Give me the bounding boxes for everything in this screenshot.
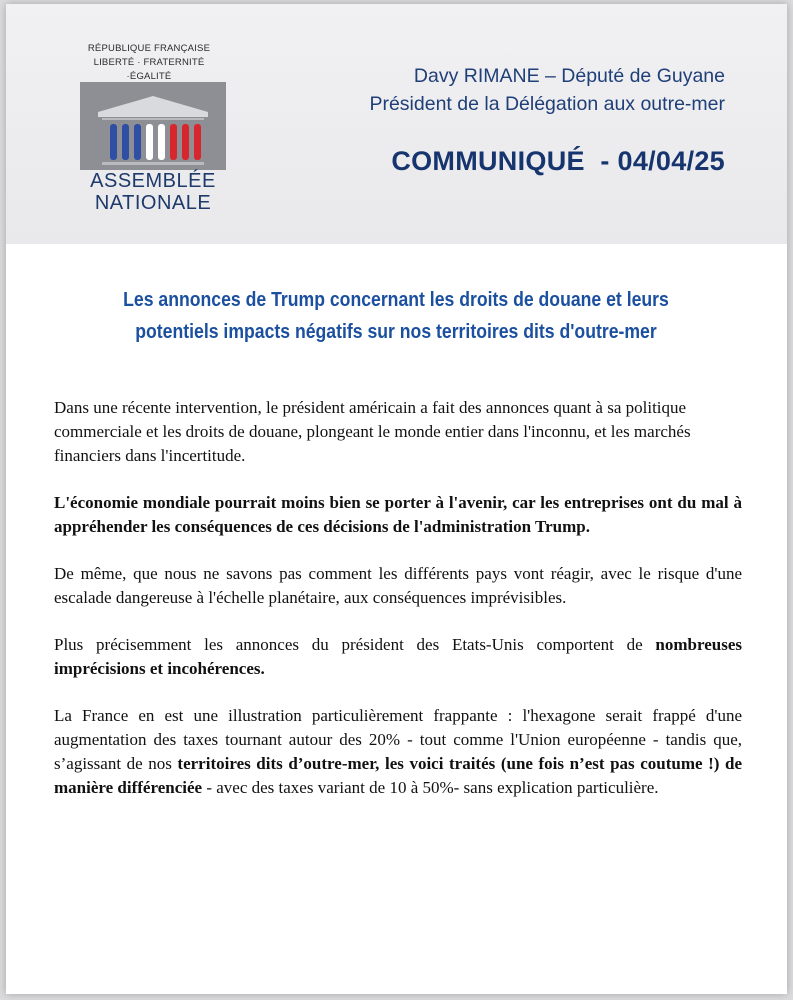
headline-line1: Les annonces de Trump concernant les droits de douane et leurs [123,288,669,311]
logo-republic-caption [74,42,224,84]
logo-name-line2: NATIONALE [94,192,212,214]
republic-line: RÉPUBLIQUE FRANÇAISE [87,43,211,54]
paragraph-5-text-b: - avec des taxes variant de 10 à 50%- sans explication particulière. [202,778,659,797]
communique-title: COMMUNIQUÉ - 04/04/25 [391,146,725,176]
headline [95,284,697,348]
paragraph-4-bold: nombreuses imprécisions et incohérences. [54,635,742,678]
logo-wordmark [80,170,226,214]
paragraph-4-text: Plus précisemment les annonces du président des Etats-Unis comportent de [54,635,656,654]
body-text [54,396,742,823]
deputy-role: Président de la Délégation aux outre-mer [369,93,725,115]
paragraph-3: De même, que nous ne savons pas comment les différents pays vont réagir, avec le risque d'une escalade dangereuse à l'échelle planétaire, aux conséquences imprévisibles. [54,564,742,607]
paragraph-5-bold: territoires dits d’outre-mer, les voici traités (une fois n’est pas coutume !) de manière différenciée [54,754,742,797]
paragraph-2 [54,491,742,539]
headline-line2: potentiels impacts négatifs sur nos territoires dits d'outre-mer [135,320,657,343]
paragraph-1: Dans une récente intervention, le président américain a fait des annonces quant à sa politique commerciale et les droits de douane, plongeant le monde entier dans l'inconnu, et les marchés financiers dans l'incertitude. [54,398,691,465]
deputy-name: Davy RIMANE – Député de Guyane [413,65,725,87]
paragraph-5 [54,704,742,800]
assemblee-nationale-logo [80,82,226,222]
motto-line: LIBERTÉ · FRATERNITÉ ·ÉGALITÉ [93,57,205,82]
logo-name-line1: ASSEMBLÉE [90,170,216,192]
press-release-page [6,4,787,994]
header-banner [6,4,787,244]
hemicycle-emblem-icon [80,82,226,170]
author-block [369,62,725,118]
paragraph-4 [54,633,742,681]
paragraph-5-text-a: La France en est une illustration particulièrement frappante : l'hexagone serait frappé d'une augmentation des taxes tournant autour des 20% - tout comme l'Union européenne - tandis que, s’agissant de nos [54,706,742,773]
paragraph-2-bold: L'économie mondiale pourrait moins bien se porter à l'avenir, car les entreprises ont du mal à appréhender les conséquences de ces décisions de l'administration Trump. [54,493,742,536]
